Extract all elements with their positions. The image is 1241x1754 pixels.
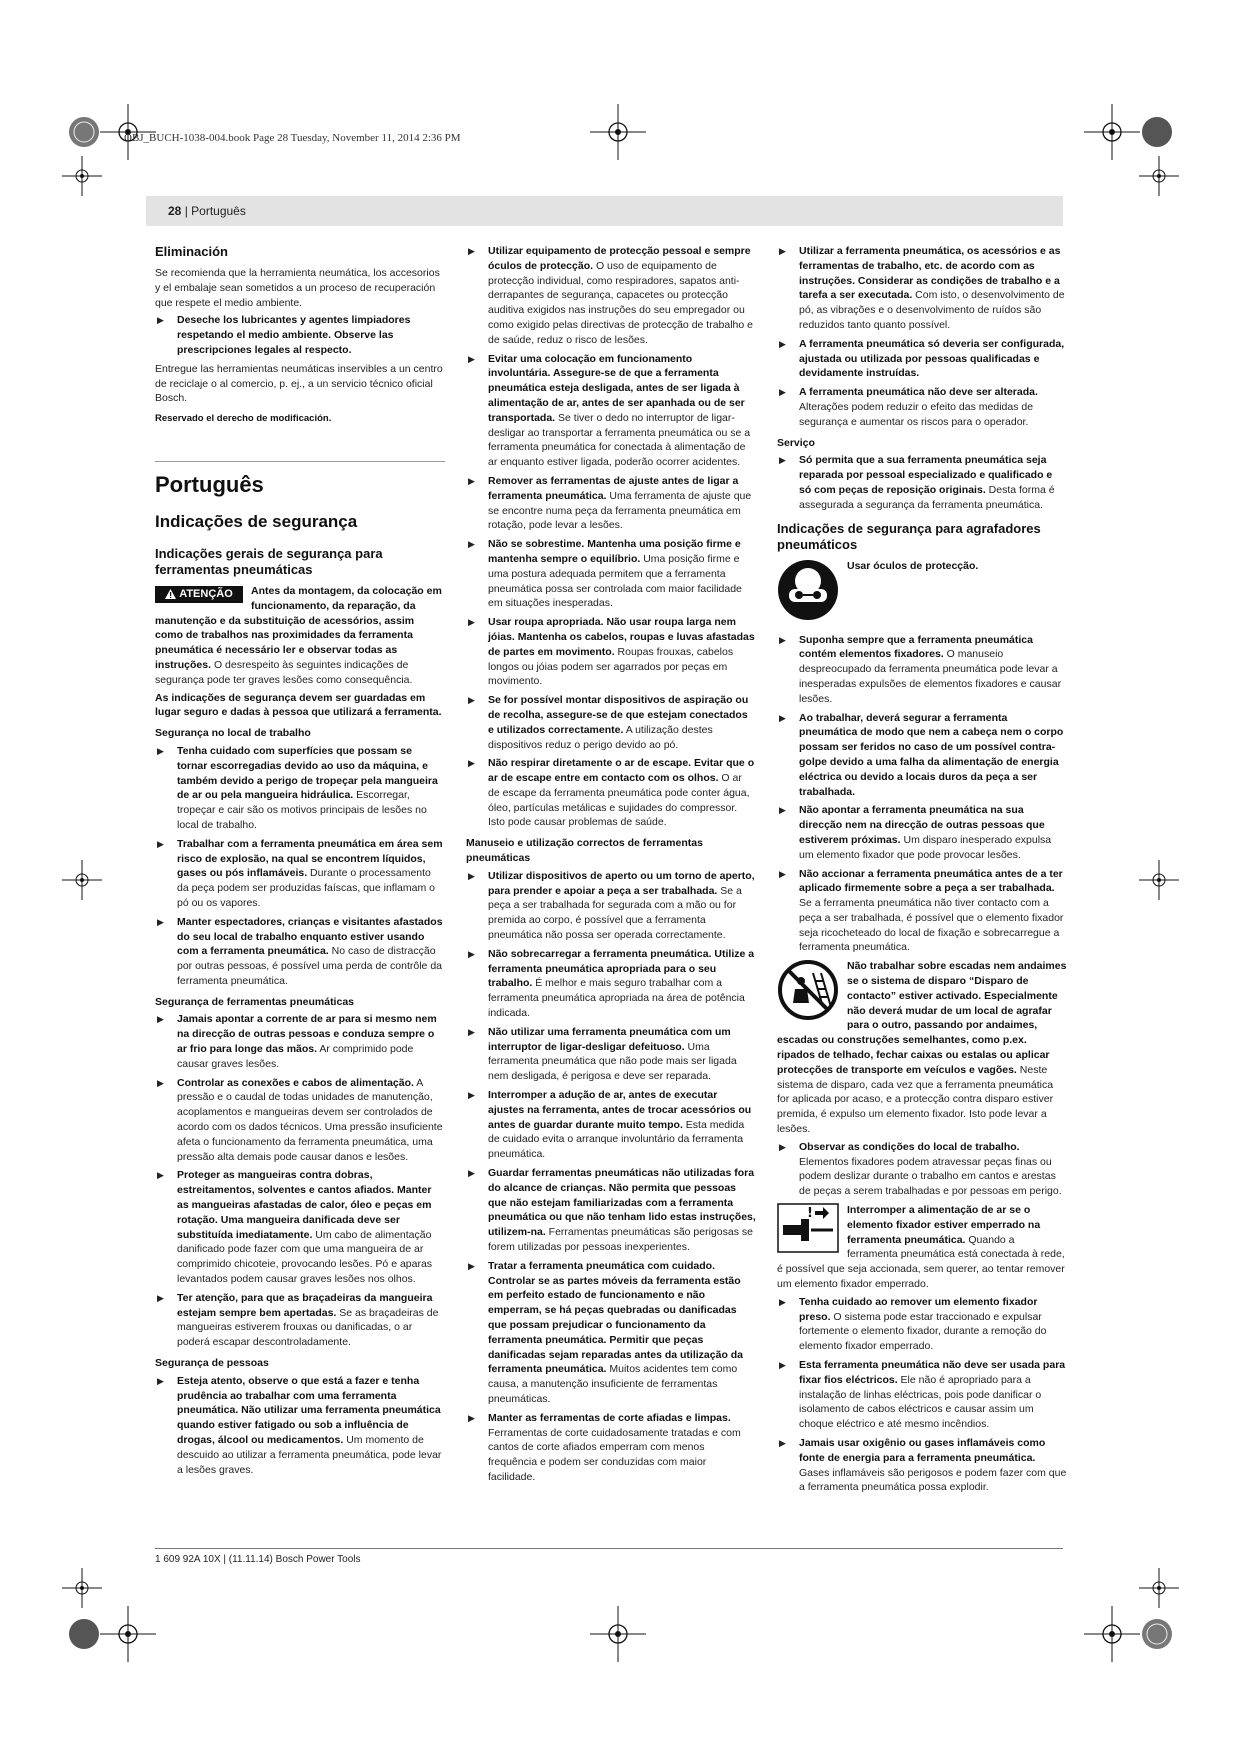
no-ladder-icon xyxy=(777,959,839,1021)
bullet-arrow-icon: ▶ xyxy=(468,1026,475,1037)
disconnect-air-icon xyxy=(777,1203,839,1253)
bullet-bold: Utilizar a ferramenta pneumática, os acessórios e as ferramentas de trabalho, etc. de acordo com as instruções. Considerar as condições de trabalho e a tarefa a ser executada. xyxy=(799,245,1061,302)
bullet-text: É melhor e mais seguro trabalhar com a ferramenta pneumática apropriada na área de potência indicada. xyxy=(488,977,745,1020)
bullet-item xyxy=(466,693,756,752)
print-slug: OBJ_BUCH-1038-004.book Page 28 Tuesday, November 11, 2014 2:36 PM xyxy=(124,132,461,144)
bullet-arrow-icon: ▶ xyxy=(468,353,475,364)
bullet-text: Alterações podem reduzir o efeito das medidas de segurança e aumentar os riscos para o operador. xyxy=(799,400,1034,428)
warning-badge xyxy=(155,586,243,603)
bullet-text: Se a ferramenta pneumática não tiver contacto com a peça a ser trabalhada, é possível que o elemento fixador seja ricocheteado do local de fixação e sobrecarregue a ferramenta pneumática. xyxy=(799,897,1064,954)
bullet-text: O manuseio despreocupado da ferramenta pneumática pode levar a inesperadas expulsões de elementos fixadores e causar lesões. xyxy=(799,648,1062,705)
bullet-bold: Observar as condições do local de trabalho. xyxy=(799,1140,1020,1153)
subheading-personal-safety: Segurança de pessoas xyxy=(155,1357,269,1370)
bullet-arrow-icon: ▶ xyxy=(779,338,786,349)
reserve-note xyxy=(155,412,445,427)
bullet-item xyxy=(777,385,1067,429)
bullet-text: Se tiver o dedo no interruptor de ligar-desligar ao transportar a ferramenta pneumática ou se a ferramenta pneumática for conectada à alimentação de ar enquanto estiver ligada, poderão ocorrer acidentes. xyxy=(488,411,751,469)
bullet-bold: Não sobrecarregar a ferramenta pneumática. Utilize a ferramenta pneumática apropriada para o seu trabalho. xyxy=(488,947,755,990)
svg-text:!: ! xyxy=(807,1206,813,1222)
bullet-arrow-icon: ▶ xyxy=(779,1437,786,1448)
bullet-bold: Ter atenção, para que as braçadeiras da mangueira estejam sempre bem apertadas. xyxy=(177,1291,433,1319)
bullet-text: Elementos fixadores podem atravessar peças finas ou podem deslizar durante o trabalho em cantos e arestas de peças a serem trabalhadas e por pessoas em perigo. xyxy=(799,1155,1062,1198)
bullet-bold: A ferramenta pneumática só deveria ser configurada, ajustada ou utilizada por pessoas qualificadas e devidamente instruídas. xyxy=(799,337,1065,380)
bullet-bold: Interromper a adução de ar, antes de executar ajustes na ferramenta, antes de trocar acessórios ou antes de guardar durante muito tempo. xyxy=(488,1089,752,1131)
bullet-bold: Esta ferramenta pneumática não deve ser usada para fixar fios eléctricos. xyxy=(799,1359,1066,1386)
section-divider xyxy=(155,461,445,462)
page-header-bar xyxy=(146,196,1063,226)
bullet-text: Muitos acidentes tem como causa, a manutenção insuficiente de ferramentas pneumáticas. xyxy=(488,1363,738,1405)
bullet-arrow-icon: ▶ xyxy=(468,246,475,256)
bullet-item xyxy=(155,1076,445,1165)
bullet-item xyxy=(466,947,756,1021)
bullet-arrow-icon: ▶ xyxy=(157,1292,164,1303)
bullet-bold: Utilizar dispositivos de aperto ou um torno de aperto, para prender e apoiar a peça a ser trabalhada. xyxy=(488,869,755,897)
bullet-bold: Se for possível montar dispositivos de aspiração ou de recolha, assegure-se de que estejam conectados e utilizados correctamente. xyxy=(488,694,749,736)
bullet-bold: Manter as ferramentas de corte afiadas e limpas. xyxy=(488,1411,731,1424)
bullet-arrow-icon: ▶ xyxy=(468,948,475,959)
page-header xyxy=(168,204,246,218)
bullet-arrow-icon: ▶ xyxy=(468,695,475,706)
bullet-arrow-icon: ▶ xyxy=(779,712,786,723)
crosshair-bottom-center xyxy=(590,1606,646,1662)
bullet-bold: Não respirar diretamente o ar de escape. Evitar que o ar de escape entre em contacto com os olhos. xyxy=(488,757,755,785)
bullet-text: Ele não é apropriado para a instalação de linhas eléctricas, pois pode danificar o isolamento de cabos eléctricos e causar assim um choque eléctrico e até mesmo incêndios. xyxy=(799,1373,1042,1431)
bullet-item xyxy=(155,837,445,911)
safety-goggles-icon xyxy=(777,559,839,621)
keep-instructions-text: As indicações de segurança devem ser guardadas em lugar seguro e dadas à pessoa que utilizará a ferramenta. xyxy=(155,691,442,719)
language-title: Português xyxy=(155,471,264,497)
bullet-arrow-icon: ▶ xyxy=(779,387,786,398)
keep-instructions xyxy=(155,691,445,721)
bullet-bold: Suponha sempre que a ferramenta pneumática contém elementos fixadores. xyxy=(799,633,1033,661)
bullet-arrow-icon: ▶ xyxy=(779,1141,786,1152)
bullet-item xyxy=(777,803,1067,862)
bullet-arrow-icon: ▶ xyxy=(779,868,786,879)
bullet-arrow-icon: ▶ xyxy=(157,1077,164,1088)
heading-general-safety: Indicações gerais de segurança para ferramentas pneumáticas xyxy=(155,545,383,577)
crosshair-left-lower xyxy=(62,1568,102,1608)
bullet-arrow-icon: ▶ xyxy=(468,1412,475,1423)
bullet-text: Um cabo de alimentação danificado pode fazer com que uma mangueira de ar comprimido chicoteie, provocando lesões. Pó e aparas levantados podem causar graves lesões nos olhos. xyxy=(177,1228,433,1286)
bullet-text: Desta forma é assegurada a segurança da ferramenta pneumática. xyxy=(799,483,1055,511)
bullet-item xyxy=(466,474,756,533)
crosshair-bottom-left xyxy=(100,1606,156,1662)
warning-triangle-icon xyxy=(165,589,176,599)
bullet-arrow-icon: ▶ xyxy=(468,539,475,550)
section-title-eliminacion: Eliminación xyxy=(155,244,228,259)
bullet-text: Ar comprimido pode causar graves lesões. xyxy=(177,1043,414,1070)
bullet-bold: Guardar ferramentas pneumáticas não utilizadas fora do alcance de crianças. Não permita que pessoas que não estejam familiarizadas com a ferramenta pneumática ou que não tenham lido estas instruções, utilizem-na. xyxy=(488,1167,756,1239)
crosshair-top-right xyxy=(1084,104,1140,160)
bullet-text: O sistema pode estar traccionado e expulsar fortemente o elemento fixador, durante a remoção do elemento fixador emperrado. xyxy=(799,1310,1047,1353)
bullet-item xyxy=(777,244,1067,333)
bullet-bold: Não se sobrestime. Mantenha uma posição firme e mantenha sempre o equilíbrio. xyxy=(488,538,741,565)
bullet-bold: Evitar uma colocação em funcionamento involuntária. Assegure-se de que a ferramenta pneumática esteja desligada, antes de ser ligada à alimentação de ar, antes de ser apanhada ou de ser transportada. xyxy=(488,352,745,424)
bullet-bold: Usar roupa apropriada. Não usar roupa larga nem jóias. Mantenha os cabelos, roupas e luvas afastadas de partes em movimento. xyxy=(488,616,755,658)
header-separator: | xyxy=(181,204,192,218)
subheading-pneumatic-safety: Segurança de ferramentas pneumáticas xyxy=(155,995,354,1008)
crosshair-right-upper xyxy=(1139,156,1179,196)
goggles-text: Usar óculos de protecção. xyxy=(847,559,979,572)
crosshair-bottom-right xyxy=(1084,1606,1140,1662)
bullet-text: Escorregar, tropeçar e cair são os motivos principais de lesões no local de trabalho. xyxy=(177,789,427,831)
heading-safety: Indicações de segurança xyxy=(155,511,358,531)
bullet-text: Um momento de descuido ao utilizar a ferramenta pneumática, pode levar a lesões graves. xyxy=(177,1434,442,1476)
bullet-item xyxy=(777,453,1067,512)
registration-mark-top-left xyxy=(64,112,104,152)
subheading-service: Serviço xyxy=(777,436,815,449)
bullet-text: Um disparo inesperado expulsa um elemento fixador que pode provocar lesões. xyxy=(799,833,1052,861)
registration-mark-bottom-left xyxy=(64,1614,104,1654)
bullet-text: Ferramentas pneumáticas são perigosas se forem utilizadas por pessoas inexperientes. xyxy=(488,1226,753,1253)
bullet-bold: Manter espectadores, crianças e visitantes afastados do seu local de trabalho enquanto estiver usando com a ferramenta pneumática. xyxy=(177,915,443,958)
registration-mark-bottom-right xyxy=(1137,1614,1177,1654)
bullet-item xyxy=(155,915,445,989)
bullet-text: Uma ferramenta pneumática que não pode mais ser ligada nem desligada, é perigosa e deve ser reparada. xyxy=(488,1040,737,1083)
registration-mark-top-right xyxy=(1137,112,1177,152)
crosshair-top-center xyxy=(590,104,646,160)
bullet-item xyxy=(466,352,756,470)
warning-label: ATENÇÃO xyxy=(179,587,233,600)
bullet-bold: Tenha cuidado ao remover um elemento fixador preso. xyxy=(799,1295,1038,1323)
bullet-text: O uso de equipamento de protecção individual, como respiradores, sapatos anti-derrapantes de segurança, capacetes ou protecção auditiva exigidos nas instruções do seu empregador ou como exigido pelas directivas de protecção de trabalho e de saúde, reduz o risco de lesões. xyxy=(488,259,753,346)
heading-stapler-safety: Indicações de segurança para agrafadores pneumáticos xyxy=(777,520,1041,552)
crosshair-right-lower xyxy=(1139,1568,1179,1608)
warning-text: Antes da montagem, da colocação em funcionamento, da reparação, da manutenção e da substituição de acessórios, assim como de trabalhos nas proximidades da ferramenta pneumática é necessário ler e observar todas as instruções. xyxy=(155,584,442,671)
bullet-item xyxy=(466,1088,756,1162)
bullet-text: Durante o processamento da peça podem ser produzidas faíscas, que inflamam o pó ou os vapores. xyxy=(177,867,435,909)
bullet-text: O ar de escape da ferramenta pneumática pode conter água, óleo, partículas metálicas e sujidades do compressor. Isto pode causar problemas de saúde. xyxy=(488,772,750,829)
bullet-item xyxy=(777,1436,1067,1495)
bullet-arrow-icon: ▶ xyxy=(468,870,475,881)
bullet-bold: Não accionar a ferramenta pneumática antes de a ter aplicado firmemente sobre a peça a ser trabalhada. xyxy=(799,867,1063,895)
bullet-arrow-icon: ▶ xyxy=(157,745,164,756)
bullet-text: Uma posição firme e uma postura adequada permitem que a ferramenta pneumática possa ser controlada com maior facilidade em situações inesperadas. xyxy=(488,552,742,610)
bullet-item xyxy=(466,756,756,830)
bullet-item xyxy=(466,615,756,689)
jam-warning xyxy=(777,1203,1067,1292)
bullet-arrow-icon: ▶ xyxy=(157,1170,164,1181)
column-1 xyxy=(155,244,445,1481)
bullet-bold: Jamais usar oxigênio ou gases inflamáveis como fonte de energia para a ferramenta pneumática. xyxy=(799,1436,1046,1464)
bullet-bold: Ao trabalhar, deverá segurar a ferramenta pneumática de modo que nem a cabeça nem o corpo possam ser feridos no caso de um possível contra-golpe devido a uma falha da alimentação de energia eléctrica ou devido a locais duros da peça a ser trabalhada. xyxy=(799,711,1064,798)
bullet-item xyxy=(155,313,445,357)
bullet-arrow-icon: ▶ xyxy=(779,246,786,256)
bullet-arrow-icon: ▶ xyxy=(157,1014,164,1025)
bullet-bold: A ferramenta pneumática não deve ser alterada. xyxy=(799,386,1038,399)
bullet-item xyxy=(155,744,445,833)
bullet-item xyxy=(777,1140,1067,1199)
bullet-item xyxy=(155,1291,445,1350)
page-footer: 1 609 92A 10X | (11.11.14) Bosch Power Tools xyxy=(155,1554,361,1565)
bullet-arrow-icon: ▶ xyxy=(468,1168,475,1179)
bullet-arrow-icon: ▶ xyxy=(157,1375,164,1386)
bullet-text: Gases inflamáveis são perigosos e podem fazer com que a ferramenta pneumática possa explodir. xyxy=(799,1466,1067,1494)
ladder-warning-bold: Não trabalhar sobre escadas nem andaimes se o sistema de disparo “Disparo de contacto” estiver activado. Especialmente não deverá mudar de um local de agrafar para o outro, passando por andaimes, escadas ou construções semelhantes, como p.ex. ripados de telhado, fechar caixas ou estalas ou aplicar protecções de transporte em veículos e vagões. xyxy=(777,960,1067,1076)
header-language: Português xyxy=(191,204,246,218)
bullet-arrow-icon: ▶ xyxy=(468,617,475,628)
bullet-item xyxy=(466,1166,756,1255)
subheading-handling: Manuseio e utilização correctos de ferramentas pneumáticas xyxy=(466,837,703,865)
bullet-text: No caso de distracção por outras pessoas, é possível uma perda de contrôle da ferramenta pneumática. xyxy=(177,945,442,987)
bullet-bold: Deseche los lubricantes y agentes limpiadores respetando el medio ambiente. Observe las prescripciones legales al respecto. xyxy=(177,314,411,356)
bullet-bold: Não utilizar uma ferramenta pneumática com um interruptor de ligar-desligar defeituoso. xyxy=(488,1025,731,1053)
footer-divider xyxy=(155,1548,1063,1549)
column-3 xyxy=(777,244,1067,1499)
bullet-item xyxy=(777,867,1067,956)
bullet-arrow-icon: ▶ xyxy=(468,475,475,486)
bullet-arrow-icon: ▶ xyxy=(157,838,164,849)
bullet-item xyxy=(777,1358,1067,1432)
bullet-item xyxy=(466,537,756,611)
bullet-text: Com isto, o desenvolvimento de pó, as vibrações e o desenvolvimento de ruídos são reduzidos tanto quanto possível. xyxy=(799,289,1065,331)
bullet-text: Se a peça a ser trabalhada for segurada com a mão ou for premida ao corpo, é possível que a ferramenta pneumática não possa ser operada correctamente. xyxy=(488,884,742,942)
bullet-item xyxy=(777,1295,1067,1354)
bullet-text: Esta medida de cuidado evita o arranque involuntário da ferramenta pneumática. xyxy=(488,1118,745,1161)
paragraph: Entregue las herramientas neumáticas inservibles a un centro de reciclaje o al comercio, p. ej., a un servicio técnico oficial Bosch. xyxy=(155,362,443,405)
bullet-item xyxy=(777,711,1067,800)
bullet-arrow-icon: ▶ xyxy=(779,634,786,645)
crosshair-right-middle xyxy=(1139,860,1179,900)
bullet-arrow-icon: ▶ xyxy=(779,455,786,466)
jam-warning-bold: Interromper a alimentação de ar se o elemento fixador estiver emperrado na ferramenta pneumática. xyxy=(847,1204,1041,1246)
bullet-bold: Não apontar a ferramenta pneumática na sua direcção nem na direcção de outras pessoas que estiverem próximas. xyxy=(799,804,1045,846)
bullet-bold: Jamais apontar a corrente de ar para si mesmo nem na direcção de outras pessoas e conduza sempre o ar frio para longe das mãos. xyxy=(177,1013,437,1056)
bullet-item xyxy=(466,1259,756,1407)
ladder-warning-text: Neste sistema de disparo, cada vez que a ferramenta pneumática for aplicada por acaso, e a protecção contra disparo estiver premida, é expulso um elemento fixador. Isto pode levar a lesões. xyxy=(777,1063,1054,1136)
bullet-arrow-icon: ▶ xyxy=(779,1360,786,1370)
bullet-text: A utilização destes dispositivos reduz o perigo devido ao pó. xyxy=(488,723,713,751)
bullet-item xyxy=(777,633,1067,707)
jam-warning-text: Quando a ferramenta pneumática está conectada à rede, é possível que seja accionada, sem querer, ao tentar remover um elemento fixador emperrado. xyxy=(777,1233,1065,1291)
bullet-text: Se as braçadeiras de mangueiras estiverem frouxas ou danificadas, o ar poderá escapar descontroladamente. xyxy=(177,1306,439,1349)
bullet-item xyxy=(155,1374,445,1478)
page-number: 28 xyxy=(168,204,182,218)
bullet-text: Uma ferramenta de ajuste que se encontre numa peça da ferramenta pneumática em rotação, pode levar a lesões. xyxy=(488,489,752,532)
bullet-item xyxy=(466,869,756,943)
subheading-workplace: Segurança no local de trabalho xyxy=(155,727,311,740)
bullet-item xyxy=(466,244,756,348)
bullet-bold: Proteger as mangueiras contra dobras, estreitamentos, solventes e cantos afiados. Manter as mangueiras afastadas de calor, óleo e peças em rotação. Uma mangueira danificada deve ser substituída imediatamente. xyxy=(177,1169,432,1241)
bullet-bold: Utilizar equipamento de protecção pessoal e sempre óculos de protecção. xyxy=(488,245,751,272)
paragraph: Se recomienda que la herramienta neumática, los accesorios y el embalaje sean sometidos a un proceso de recuperación que respete el medio ambiente. xyxy=(155,267,440,309)
bullet-arrow-icon: ▶ xyxy=(468,1260,475,1271)
warning-consequence: O desrespeito às seguintes indicações de segurança pode ter graves lesões como consequência. xyxy=(155,658,413,686)
bullet-arrow-icon: ▶ xyxy=(779,1296,786,1307)
bullet-item xyxy=(155,1012,445,1071)
bullet-item xyxy=(466,1025,756,1084)
bullet-bold: Trabalhar com a ferramenta pneumática em área sem risco de explosão, na qual se encontrem líquidos, gases ou pós inflamáveis. xyxy=(177,837,443,880)
bullet-arrow-icon: ▶ xyxy=(468,758,475,769)
bullet-item xyxy=(155,1168,445,1286)
bullet-arrow-icon: ▶ xyxy=(157,315,164,326)
bullet-bold: Só permita que a sua ferramenta pneumática seja reparada por pessoal especializado e qualificado e só com peças de reposição originais. xyxy=(799,454,1053,496)
bullet-bold: Esteja atento, observe o que está a fazer e tenha prudência ao trabalhar com uma ferramenta pneumática. Não utilizar uma ferramenta pneumática quando estiver fatigado ou sob a influência de drogas, álcool ou medicamentos. xyxy=(177,1374,441,1446)
bullet-text: Roupas frouxas, cabelos longos ou jóias podem ser agarrados por peças em movimento. xyxy=(488,645,734,688)
bullet-bold: Tenha cuidado com superfícies que possam se tornar escorregadias devido ao uso da máquina, e também devido a perigo de tropeçar pela mangueira de ar ou pela mangueira hidráulica. xyxy=(177,744,438,802)
bullet-bold: Remover as ferramentas de ajuste antes de ligar a ferramenta pneumática. xyxy=(488,474,739,502)
crosshair-left-upper xyxy=(62,156,102,196)
bullet-arrow-icon: ▶ xyxy=(468,1090,475,1101)
warning-block xyxy=(155,584,445,688)
bullet-arrow-icon: ▶ xyxy=(779,805,786,816)
bullet-text: Ferramentas de corte cuidadosamente tratadas e com cantos de corte afiados emperram com menos frequência e podem ser conduzidas com maior facilidade. xyxy=(488,1426,741,1483)
goggles-notice xyxy=(777,559,1067,625)
ladder-warning xyxy=(777,959,1067,1137)
bullet-item xyxy=(777,337,1067,381)
bullet-item xyxy=(466,1411,756,1485)
bullet-arrow-icon: ▶ xyxy=(157,916,164,927)
bullet-bold: Controlar as conexões e cabos de alimentação. xyxy=(177,1076,414,1089)
bullet-bold: Tratar a ferramenta pneumática com cuidado. Controlar se as partes móveis da ferramenta estão em perfeito estado de funcionamento e não emperram, se há peças quebradas ou danificadas que possam prejudicar o funcionamento da ferramenta pneumática. Permitir que peças danificadas sejam reparadas antes da utilização da ferramenta pneumática. xyxy=(488,1259,744,1376)
crosshair-left-middle xyxy=(62,860,102,900)
bullet-text: A pressão e o caudal de todas unidades de manutenção, acoplamentos e mangueiras devem ser controlados de acordo com os dados técnicos. Uma pressão insuficiente afeta o funcionamento da ferramenta pneumática, uma pressão alta demais pode causar danos e lesões. xyxy=(177,1076,443,1163)
reserve-note-text: Reservado el derecho de modificación. xyxy=(155,413,332,425)
column-2 xyxy=(466,244,756,1489)
